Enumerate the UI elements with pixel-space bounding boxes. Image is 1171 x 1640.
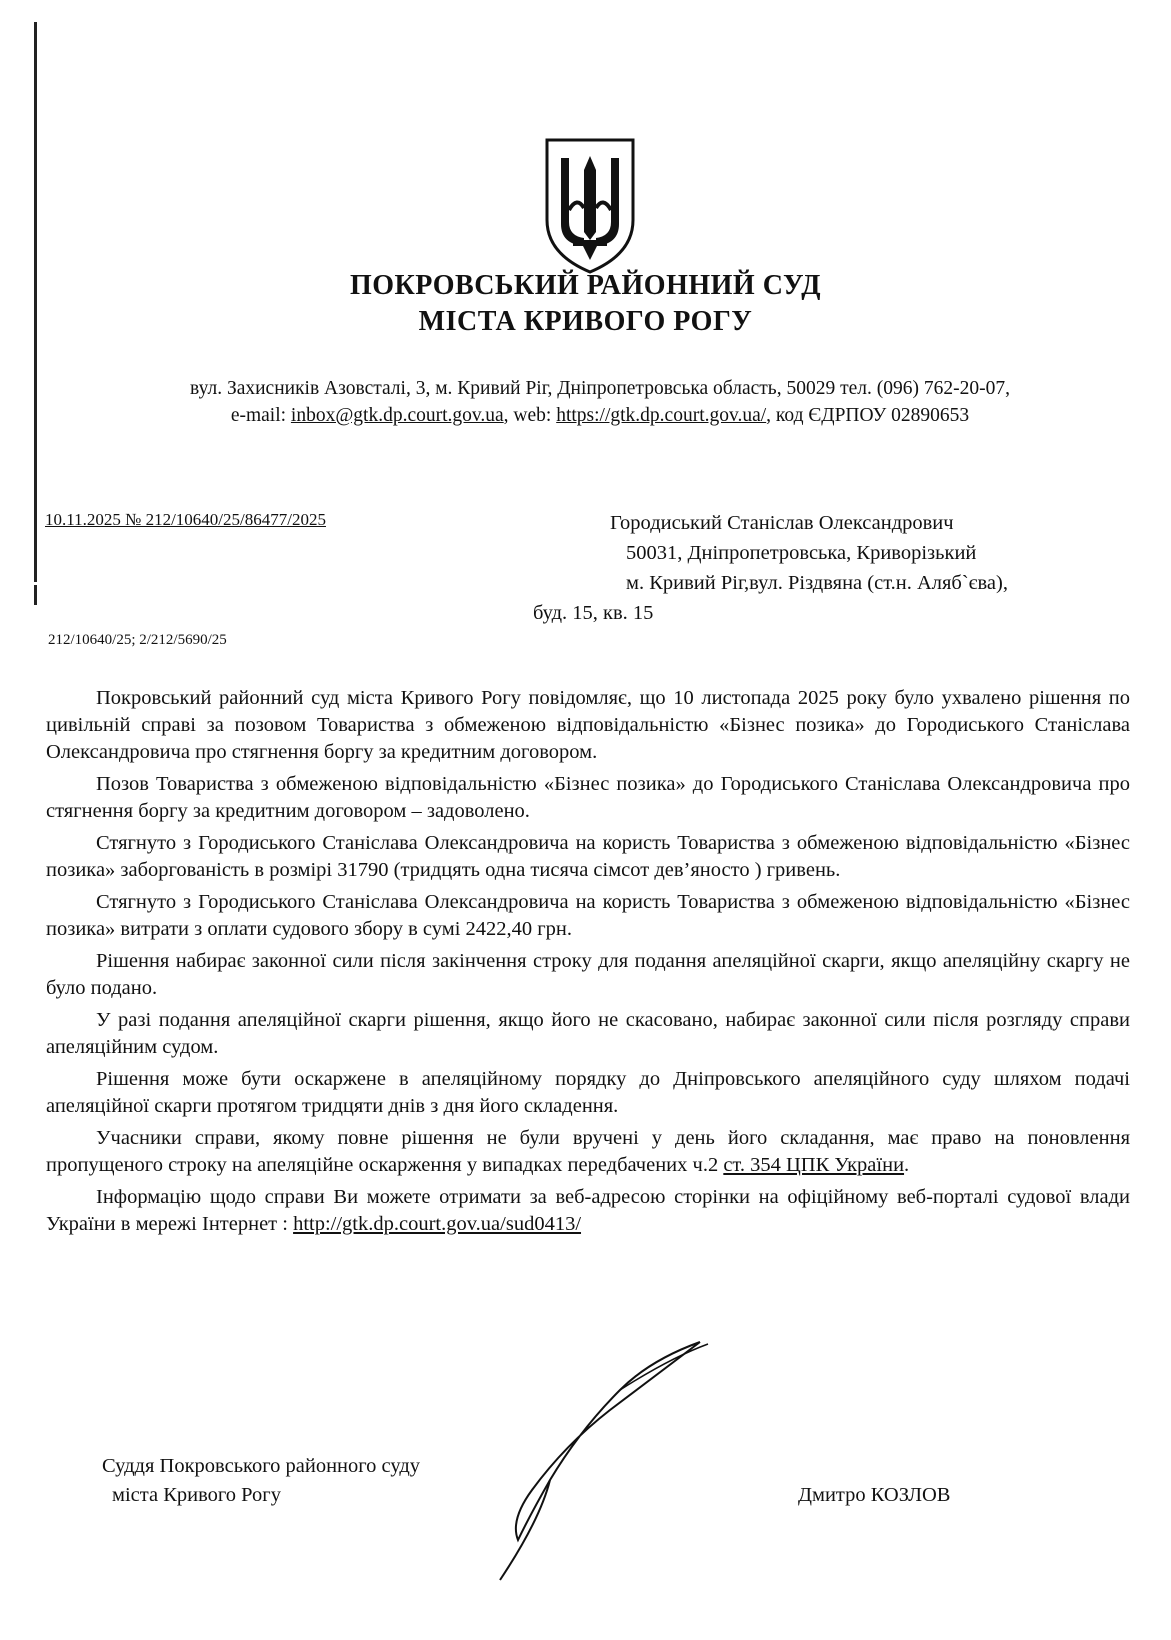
coat-of-arms-icon (543, 136, 637, 276)
scan-margin-line (34, 585, 37, 605)
paragraph-renewal-right (46, 1125, 1130, 1179)
renewal-end: . (904, 1154, 910, 1176)
court-address: вул. Захисників Азовсталі, 3, м. Кривий Ріг, Дніпропетровська область, 50029 тел. (096) 762-20-07, (190, 378, 1010, 399)
case-info-link[interactable]: http://gtk.dp.court.gov.ua/sud0413/ (293, 1213, 582, 1235)
judge-name: Дмитро КОЗЛОВ (798, 1484, 951, 1506)
recipient-address-line3: буд. 15, кв. 15 (533, 602, 654, 624)
court-name-line1: ПОКРОВСЬКИЙ РАЙОННИЙ СУД (349, 270, 822, 301)
edrpou-code: , код ЄДРПОУ 02890653 (766, 405, 970, 426)
court-name-line2: МІСТА КРИВОГО РОГУ (418, 306, 753, 337)
paragraph-effective-date: Рішення набирає законної сили після закінчення строку для подання апеляційної скарги, якщо апеляційну скаргу не було подано. (46, 950, 1130, 999)
renewal-text: Учасники справи, якому повне рішення не були вручені у день його складання, має право на поновлення пропущеного строку на апеляційне оскарження у випадках передбачених ч.2 (46, 1127, 1130, 1176)
court-contacts (60, 405, 1140, 427)
paragraph-appeal-procedure: Рішення може бути оскаржене в апеляційному порядку до Дніпровського апеляційного суду шляхом подачі апеляційної скарги протягом тридцяти днів з дня його складення. (46, 1068, 1130, 1117)
recipient-address-line1: 50031, Дніпропетровська, Криворізький (626, 542, 977, 564)
case-numbers: 212/10640/25; 2/212/5690/25 (48, 632, 227, 648)
website-link[interactable]: https://gtk.dp.court.gov.ua/ (556, 405, 767, 426)
email-label: e-mail: (230, 405, 291, 426)
recipient-name: Городиський Станіслав Олександрович (610, 512, 954, 534)
paragraph-notice: Покровський районний суд міста Кривого Рогу повідомляє, що 10 листопада 2025 року було ухвалено рішення по цивільній справі за позовом Товариства з обмеженою відповідальністю «Бізнес позика» до Городиського Станіслава Олександровича про стягнення боргу за кредитним договором. (46, 687, 1130, 763)
paragraph-appeal-effect: У разі подання апеляційної скарги рішення, якщо його не скасовано, набирає законної сили після розгляду справи апеляційним судом. (46, 1009, 1130, 1058)
web-label: , web: (503, 405, 557, 426)
paragraph-case-info (46, 1184, 1130, 1238)
paragraph-claim-granted: Позов Товариства з обмеженою відповідальністю «Бізнес позика» до Городиського Станіслава Олександровича про стягнення боргу за кредитним договором – задоволено. (46, 773, 1130, 822)
letter-body (46, 685, 1130, 1243)
signature-icon (470, 1330, 770, 1590)
judge-position-line2: міста Кривого Рогу (112, 1484, 281, 1506)
case-info-text: Інформацію щодо справи Ви можете отримати за веб-адресою сторінки на офіційному веб-порталі судової влади України в мережі Інтернет : (46, 1186, 1130, 1235)
outgoing-reg-number: 10.11.2025 № 212/10640/25/86477/2025 (45, 510, 326, 529)
scan-margin-line (34, 22, 37, 582)
judge-position-line1: Суддя Покровського районного суду (102, 1455, 421, 1477)
paragraph-court-fee: Стягнуто з Городиського Станіслава Олександровича на користь Товариства з обмеженою відповідальністю «Бізнес позика» витрати з оплати судового збору в сумі 2422,40 грн. (46, 891, 1130, 940)
paragraph-debt-recovered: Стягнуто з Городиського Станіслава Олександровича на користь Товариства з обмеженою відповідальністю «Бізнес позика» заборгованість в розмірі 31790 (тридцять одна тисяча сімсот дев’яносто ) гривень. (46, 832, 1130, 881)
recipient-address-line2: м. Кривий Ріг,вул. Різдвяна (ст.н. Аляб`єва), (626, 572, 1008, 594)
email-link[interactable]: inbox@gtk.dp.court.gov.ua (290, 405, 504, 426)
cpc-article-link[interactable]: ст. 354 ЦПК України (723, 1154, 905, 1176)
